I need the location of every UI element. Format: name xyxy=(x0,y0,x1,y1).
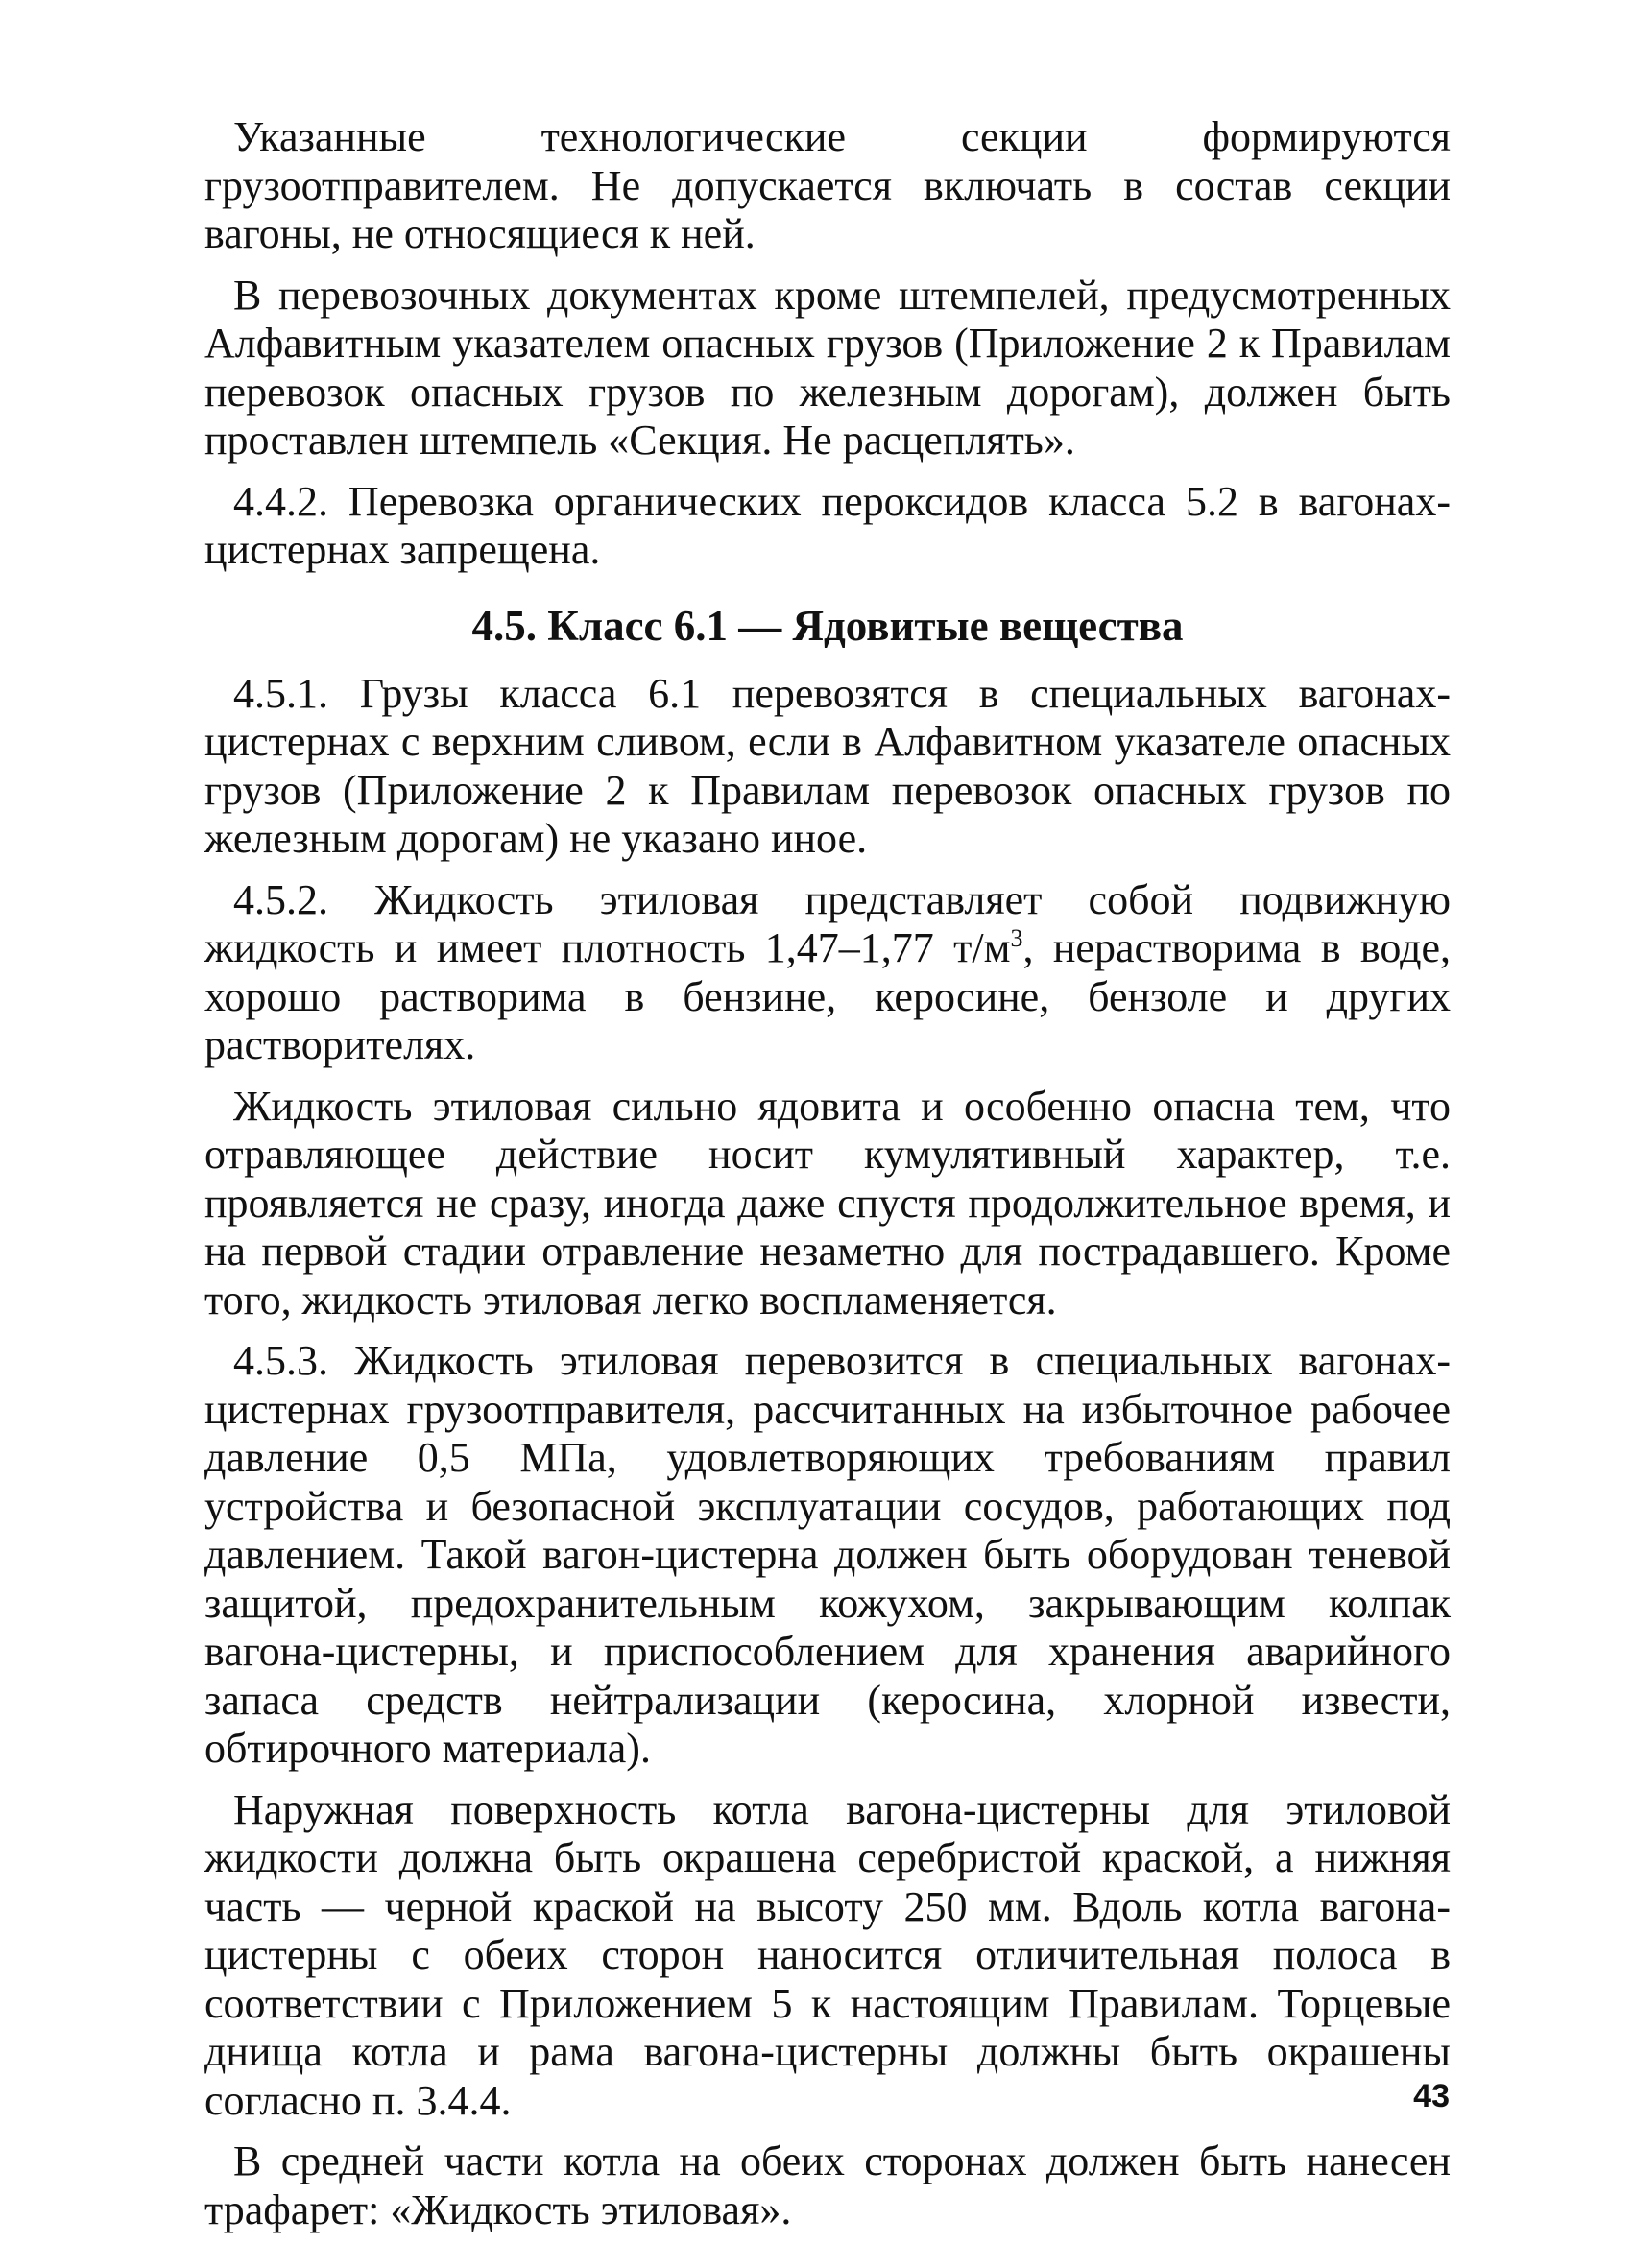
paragraph-4-5-2-part-1: 4.5.2. Жидкость этиловая представляет собой подвижную жидкость и имеет плотность 1,47–1,77 т/м xyxy=(204,875,1451,971)
paragraph-4-5-2 xyxy=(204,876,1451,1070)
paragraph-transport-documents: В перевозочных документах кроме штемпелей, предусмотренных Алфавитным указателем опасных грузов (Приложение 2 к Правилам перевозок опасных грузов по железным дорогам), должен быть проставлен штемпель «Секция. Не расцеплять». xyxy=(204,271,1451,464)
paragraph-4-5-2-part-2: , нерастворима в воде, хорошо растворима в бензине, керосине, бензоле и других растворителях. xyxy=(204,924,1451,1068)
page-body xyxy=(204,113,1451,2247)
paragraph-4-4-2: 4.4.2. Перевозка органических пероксидов класса 5.2 в вагонах-цистернах запрещена. xyxy=(204,477,1451,573)
section-heading-4-5: 4.5. Класс 6.1 — Ядовитые вещества xyxy=(471,601,1184,650)
paragraph-stencil: В средней части котла на обеих сторонах должен быть нанесен трафарет: «Жидкость этиловая». xyxy=(204,2137,1451,2233)
paragraph-4-5-1: 4.5.1. Грузы класса 6.1 перевозятся в специальных вагонах-цистернах с верхним сливом, если в Алфавитном указателе опасных грузов (Приложение 2 к Правилам перевозок опасных грузов по железным дорогам) не указано иное. xyxy=(204,669,1451,862)
paragraph-surface-painting: Наружная поверхность котла вагона-цистерны для этиловой жидкости должна быть окрашена серебристой краской, а нижняя часть — черной краской на высоту 250 мм. Вдоль котла вагона-цистерны с обеих сторон наносится отличительная полоса в соответствии с Приложением 5 к настоящим Правилам. Торцевые днища котла и рама вагона-цистерны должны быть окрашены согласно п. 3.4.4. xyxy=(204,1785,1451,2124)
page-number: 43 xyxy=(1413,2078,1450,2114)
paragraph-4-5-3: 4.5.3. Жидкость этиловая перевозится в специальных вагонах-цистернах грузоотправителя, рассчитанных на избыточное рабочее давление 0,5 МПа, удовлетворяющих требованиям правил устройства и безопасной эксплуатации сосудов, работающих под давлением. Такой вагон-цистерна должен быть оборудован теневой защитой, предохранительным кожухом, закрывающим колпак вагона-цистерны, и приспособлением для хранения аварийного запаса средств нейтрализации (керосина, хлорной извести, обтирочного материала). xyxy=(204,1337,1451,1772)
paragraph-sections-formed: Указанные технологические секции формируются грузоотправителем. Не допускается включать в состав секции вагоны, не относящиеся к ней. xyxy=(204,113,1451,257)
superscript-3: 3 xyxy=(1010,924,1023,952)
paragraph-toxicity: Жидкость этиловая сильно ядовита и особенно опасна тем, что отравляющее действие носит кумулятивный характер, т.е. проявляется не сразу, иногда даже спустя продолжительное время, и на первой стадии отравление незаметно для пострадавшего. Кроме того, жидкость этиловая легко воспламеняется. xyxy=(204,1082,1451,1324)
